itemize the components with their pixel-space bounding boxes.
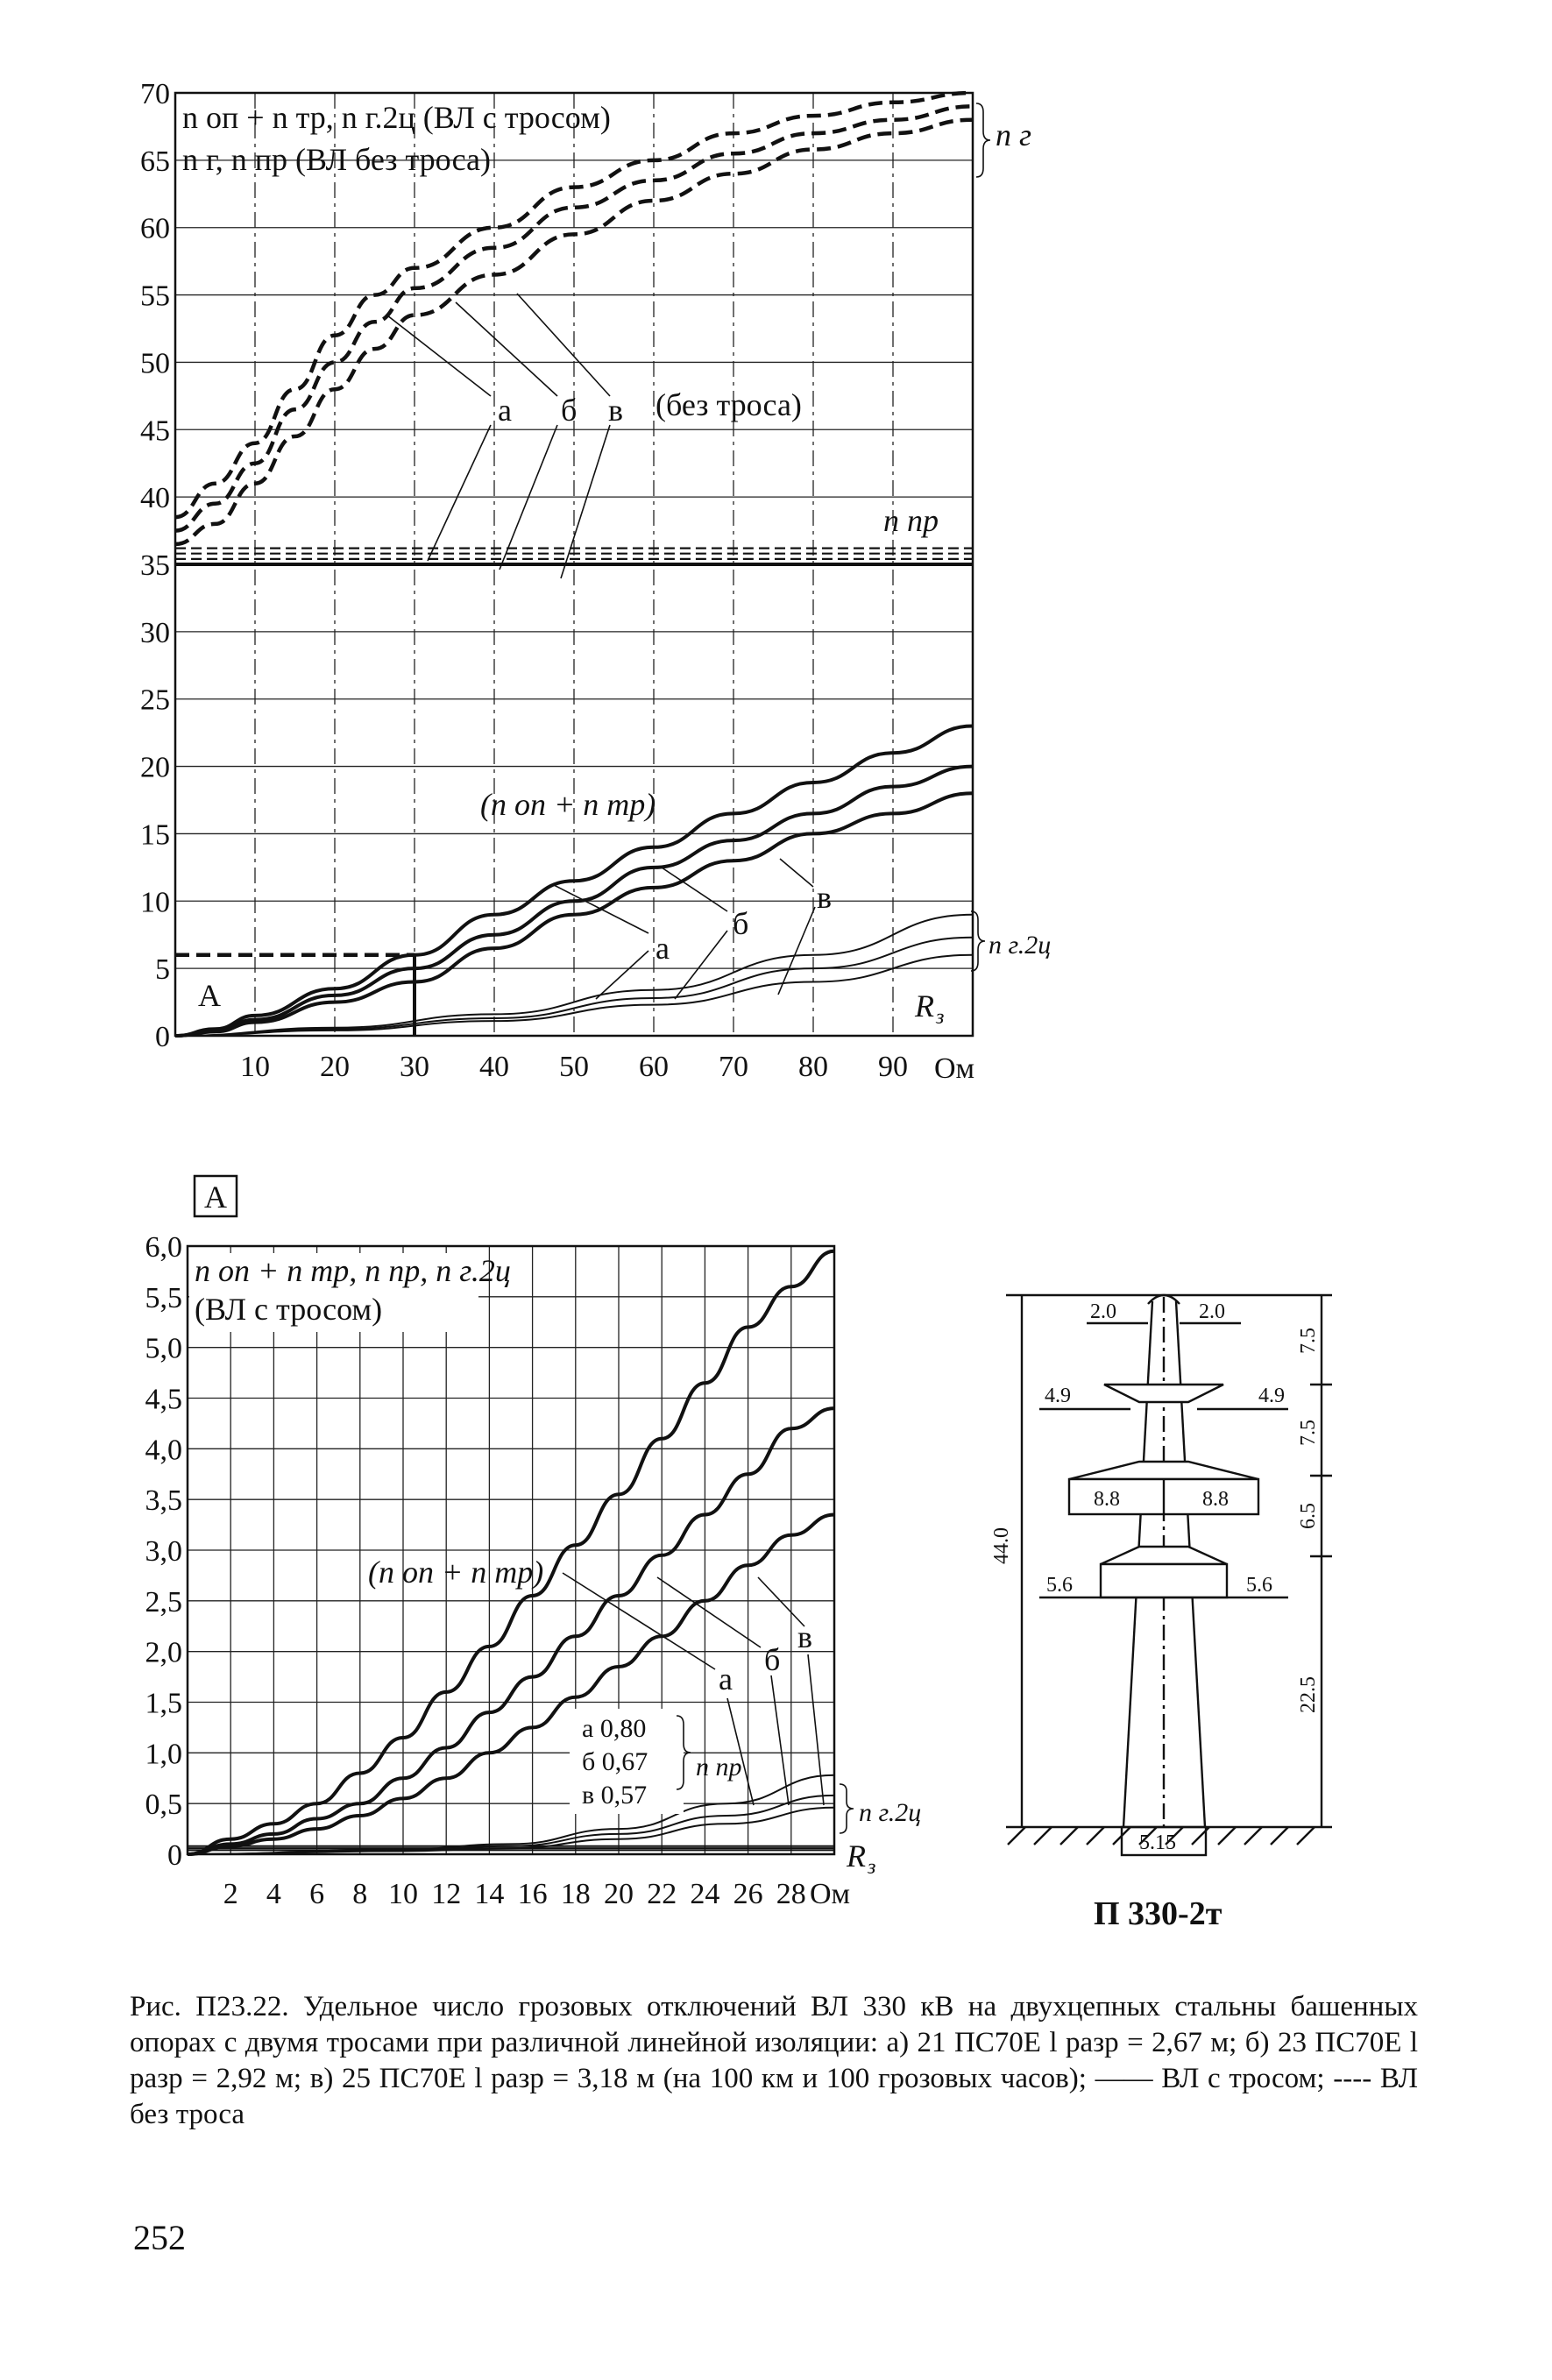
npr-value-v: в 0,57 xyxy=(582,1781,648,1810)
main-chart-x-ticks xyxy=(240,1051,908,1083)
figure-caption xyxy=(130,1989,1418,2133)
inset-x-tick-7: 16 xyxy=(517,1878,548,1910)
leader-upper-a xyxy=(387,315,491,396)
main-y-tick-1: 5 xyxy=(155,953,170,987)
main-x-tick-1: 20 xyxy=(320,1051,350,1083)
main-x-tick-8: 90 xyxy=(878,1051,908,1083)
n-g2c-label: n г.2ц xyxy=(989,931,1052,960)
npr-value-a: а 0,80 xyxy=(582,1714,647,1743)
leader-npr-v xyxy=(561,425,610,578)
dim-total-height: 44.0 xyxy=(990,1527,1013,1564)
dim-arm3-right: 5.6 xyxy=(1246,1574,1272,1597)
inset-x-tick-2: 6 xyxy=(309,1878,325,1910)
inset-n-pr-label: n пр xyxy=(696,1753,742,1781)
dim-seg-4: 22.5 xyxy=(1297,1676,1320,1713)
dim-arm3-left: 5.6 xyxy=(1046,1574,1073,1597)
main-y-tick-2: 10 xyxy=(140,886,170,919)
main-x-tick-4: 50 xyxy=(559,1051,589,1083)
inset-x-symbol: R xyxy=(847,1838,866,1874)
inset-y-tick-11: 5,5 xyxy=(145,1281,182,1314)
arm3-box xyxy=(1101,1564,1227,1597)
inset-chart-x-ticks xyxy=(223,1878,806,1910)
inset-y-tick-3: 1,5 xyxy=(145,1687,182,1720)
inset-legend-line-1: n оп + n тр, n пр, n г.2ц xyxy=(195,1253,511,1288)
inset-n-g2c-brace xyxy=(840,1784,854,1833)
upper-label-b: б xyxy=(561,393,578,428)
main-y-tick-3: 15 xyxy=(140,818,170,852)
inset-label-b: б xyxy=(764,1642,781,1677)
main-legend-line-2: n г, n пр (ВЛ без троса) xyxy=(182,142,491,177)
inset-label-a: а xyxy=(719,1661,733,1696)
dim-arm2-right: 8.8 xyxy=(1202,1488,1229,1511)
inset-x-tick-3: 8 xyxy=(352,1878,368,1910)
main-y-tick-0: 0 xyxy=(155,1021,170,1053)
main-x-tick-2: 30 xyxy=(400,1051,429,1083)
main-y-tick-10: 50 xyxy=(140,347,170,380)
main-y-tick-12: 60 xyxy=(140,212,170,245)
inset-chart-y-ticks xyxy=(145,1231,183,1872)
main-x-unit: Ом xyxy=(934,1052,975,1085)
main-y-tick-13: 65 xyxy=(140,145,170,178)
inset-label-v: в xyxy=(797,1619,812,1654)
inset-x-tick-4: 10 xyxy=(388,1878,418,1910)
inset-leader-b xyxy=(657,1577,761,1647)
main-y-tick-11: 55 xyxy=(140,280,170,313)
main-chart-series xyxy=(175,93,973,1036)
inset-y-tick-7: 3,5 xyxy=(145,1484,182,1518)
caption-prefix: Рис. П23.22. xyxy=(130,1991,289,2022)
inset-n-g2c-label: n г.2ц xyxy=(859,1798,922,1827)
main-y-tick-8: 40 xyxy=(140,482,170,515)
lower-label-a: а xyxy=(656,931,670,966)
main-x-tick-0: 10 xyxy=(240,1051,270,1083)
inset-chart xyxy=(145,1176,922,1910)
main-y-tick-9: 45 xyxy=(140,414,170,448)
sum-label-main: (n оп + n тр) xyxy=(480,787,656,822)
dim-arm1-left: 4.9 xyxy=(1045,1385,1071,1407)
npr-value-b: б 0,67 xyxy=(582,1747,648,1776)
dim-top-right: 2.0 xyxy=(1199,1300,1225,1323)
upper-label-a: а xyxy=(498,393,512,428)
main-legend-line-1: n оп + n тр, n г.2ц (ВЛ с тросом) xyxy=(182,100,611,135)
inset-x-tick-11: 24 xyxy=(690,1878,720,1910)
sum-label-inset: (n оп + n тр) xyxy=(368,1555,544,1590)
dim-arm2-left: 8.8 xyxy=(1094,1488,1120,1511)
inset-y-tick-10: 5,0 xyxy=(145,1332,182,1365)
dim-base: 5.15 xyxy=(1139,1831,1176,1854)
main-y-tick-6: 30 xyxy=(140,616,170,649)
inset-legend-line-2: (ВЛ с тросом) xyxy=(195,1292,383,1327)
leader-upper-v xyxy=(517,294,610,396)
inset-marker-label: А xyxy=(198,978,221,1013)
upper-label-v: в xyxy=(608,393,623,428)
dim-seg-3: 6.5 xyxy=(1297,1503,1320,1529)
no-wire-label: (без троса) xyxy=(656,387,802,422)
inset-x-tick-5: 12 xyxy=(431,1878,462,1910)
main-x-tick-5: 60 xyxy=(639,1051,669,1083)
main-chart-y-ticks xyxy=(140,78,170,1053)
inset-title: А xyxy=(204,1179,227,1215)
inset-y-tick-2: 1,0 xyxy=(145,1738,182,1771)
main-x-symbol-sub: з xyxy=(936,1006,945,1029)
dim-arm1-right: 4.9 xyxy=(1258,1385,1285,1407)
n-g-brace xyxy=(976,103,990,177)
inset-x-tick-8: 18 xyxy=(560,1878,591,1910)
dim-top-left: 2.0 xyxy=(1090,1300,1116,1323)
leader-upper-b xyxy=(456,302,557,396)
inset-leader-g2c-v xyxy=(808,1654,824,1805)
inset-y-tick-0: 0 xyxy=(167,1839,182,1872)
tower-diagram xyxy=(990,1295,1332,1932)
main-y-tick-14: 70 xyxy=(140,78,170,110)
inset-y-tick-6: 3,0 xyxy=(145,1535,182,1568)
inset-x-symbol-sub: з xyxy=(868,1856,876,1879)
page-number: 252 xyxy=(133,2218,186,2257)
inset-y-tick-4: 2,0 xyxy=(145,1636,182,1669)
tower-crossarm-1 xyxy=(1104,1385,1223,1402)
inset-y-tick-5: 2,5 xyxy=(145,1585,182,1619)
main-x-symbol: R xyxy=(915,988,934,1024)
inset-x-tick-6: 14 xyxy=(474,1878,505,1910)
inset-x-tick-0: 2 xyxy=(223,1878,238,1910)
main-x-tick-7: 80 xyxy=(798,1051,828,1083)
lower-label-b: б xyxy=(733,906,749,941)
inset-y-tick-1: 0,5 xyxy=(145,1789,182,1822)
inset-x-tick-9: 20 xyxy=(604,1878,634,1910)
tower-crossarm-3 xyxy=(1101,1547,1227,1564)
main-y-tick-4: 20 xyxy=(140,751,170,784)
inset-x-tick-1: 4 xyxy=(266,1878,281,1910)
inset-y-tick-12: 6,0 xyxy=(145,1231,182,1264)
tower-title: П 330-2т xyxy=(1094,1895,1222,1932)
main-y-tick-7: 35 xyxy=(140,549,170,582)
main-y-tick-5: 25 xyxy=(140,684,170,717)
n-pr-label: n пр xyxy=(883,503,939,538)
leader-npr-a xyxy=(428,425,491,561)
inset-x-tick-13: 28 xyxy=(776,1878,806,1910)
inset-y-tick-9: 4,5 xyxy=(145,1383,182,1416)
leader-lower-v xyxy=(780,859,813,887)
inset-leader-g2c-b xyxy=(771,1675,789,1805)
inset-y-tick-8: 4,0 xyxy=(145,1434,182,1467)
inset-x-tick-12: 26 xyxy=(733,1878,763,1910)
inset-x-tick-10: 22 xyxy=(647,1878,677,1910)
dim-seg-2: 7.5 xyxy=(1297,1420,1320,1446)
main-x-tick-6: 70 xyxy=(719,1051,748,1083)
inset-leader-g2c-a xyxy=(727,1698,754,1805)
inset-x-unit: Ом xyxy=(810,1878,851,1910)
dim-seg-1: 7.5 xyxy=(1297,1328,1320,1354)
main-chart xyxy=(140,78,1051,1085)
caption-body: Удельное число грозовых отключений ВЛ 330 кВ на двухцепных стальны башенных опорах с двумя тросами при различной линейной изоляции: а) 21 ПС70Е l разр = 2,67 м; б) 23 ПС70Е l разр = 2,92 м; в) 25 ПС70Е l разр = 3,18 м (на 100 км и 100 грозовых часов); —— ВЛ с тросом; ---- ВЛ без троса xyxy=(130,1991,1418,2130)
tower-crossarm-2 xyxy=(1069,1462,1258,1479)
lower-label-v: в xyxy=(817,880,832,915)
main-x-tick-3: 40 xyxy=(479,1051,509,1083)
n-g-label: n г xyxy=(996,117,1032,152)
